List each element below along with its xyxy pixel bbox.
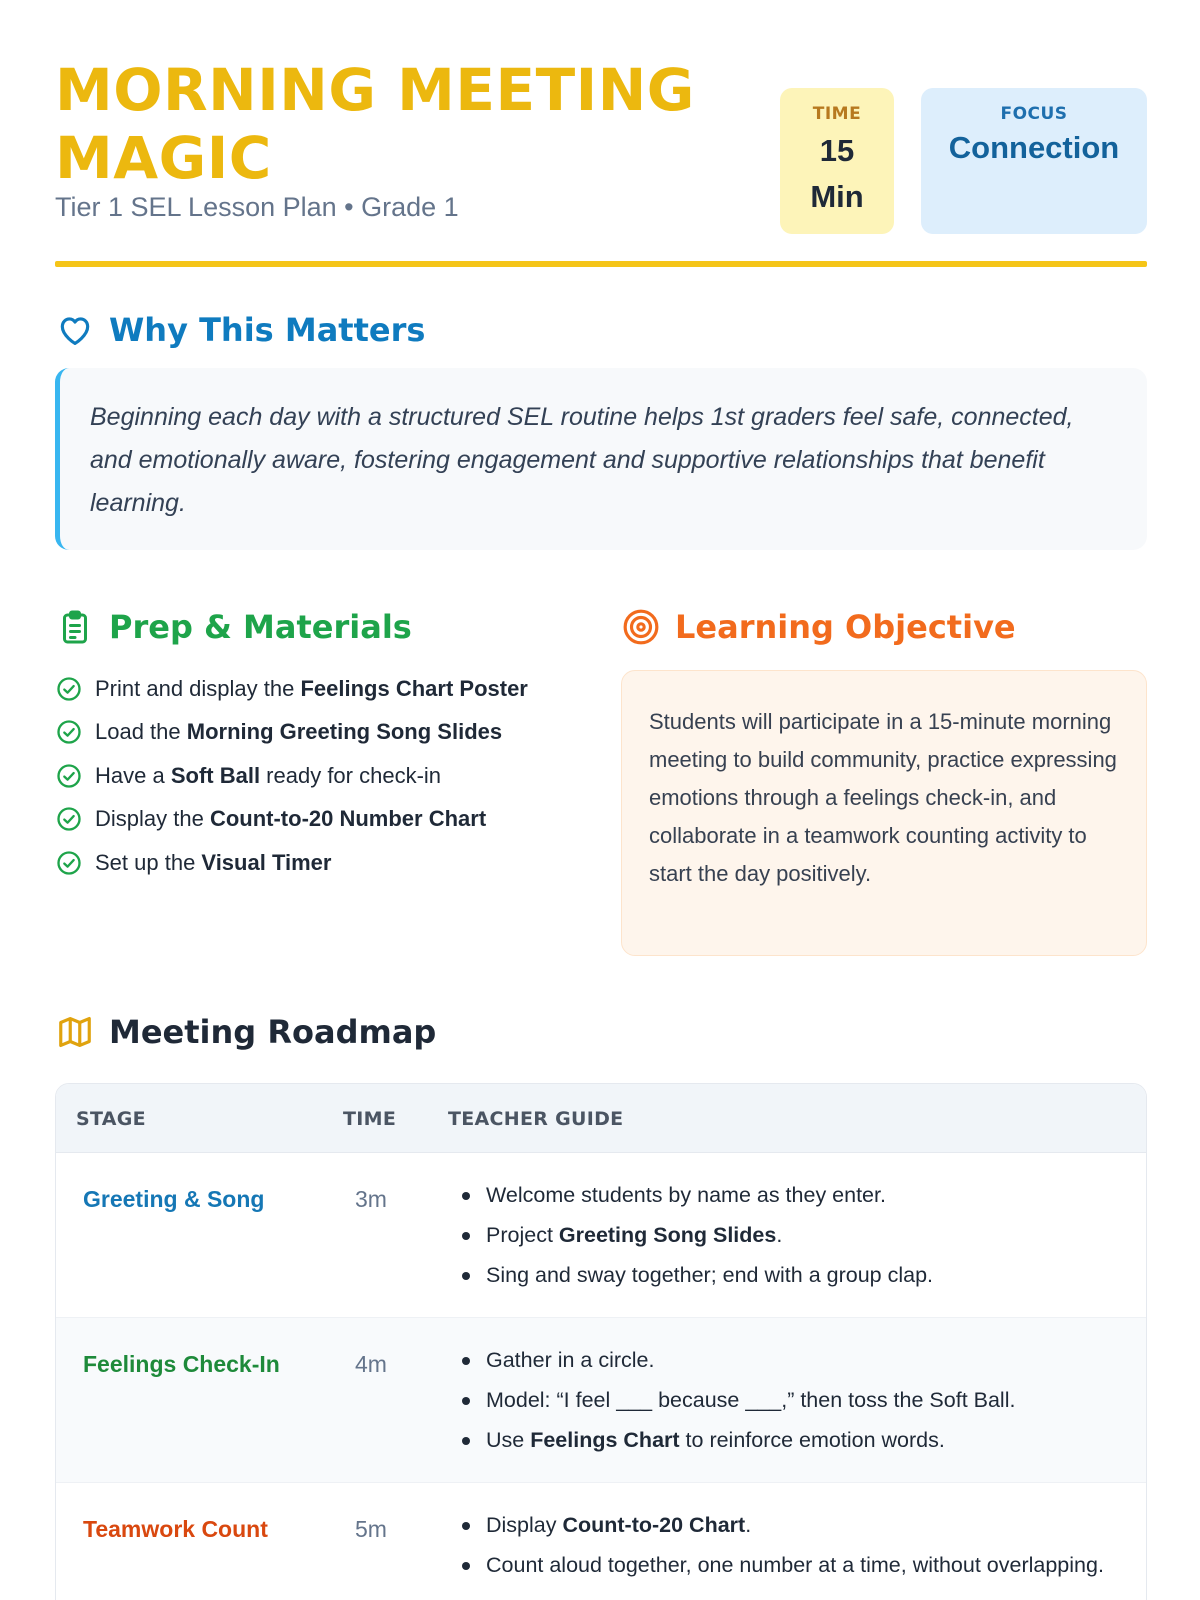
guide-cell	[458, 1175, 1118, 1295]
prep-item	[55, 667, 528, 711]
objective-text: Students will participate in a 15-minute morning meeting to build community, practice expressing emotions through a feelings check-in, and collaborate in a teamwork counting activity to start the day positively.	[649, 709, 1117, 886]
prep-section-heading	[55, 607, 412, 647]
prep-item	[55, 711, 528, 755]
check-circle-icon	[55, 675, 83, 703]
time-badge-value-number: 15	[819, 133, 855, 168]
prep-item-text: Have a Soft Ball ready for check-in	[95, 762, 442, 788]
objective-callout	[621, 670, 1147, 956]
table-row	[56, 1153, 1146, 1318]
guide-cell	[458, 1505, 1118, 1585]
time-badge	[780, 88, 894, 234]
page-subtitle: Tier 1 SEL Lesson Plan • Grade 1	[55, 192, 459, 222]
time-badge-value-unit: Min	[810, 179, 864, 214]
why-text: Beginning each day with a structured SEL routine helps 1st graders feel safe, connected, and emotionally aware, fostering engagement and supportive relationships that benefit learning.	[90, 403, 1074, 517]
table-row	[56, 1318, 1146, 1483]
target-icon	[621, 607, 661, 647]
prep-item-text: Load the Morning Greeting Song Slides	[95, 719, 503, 745]
check-circle-icon	[55, 762, 83, 790]
guide-item: Display Count-to-20 Chart.	[458, 1505, 1118, 1545]
objective-section-heading	[621, 607, 1016, 647]
clipboard-icon	[55, 607, 95, 647]
guide-item: Count aloud together, one number at a time, without overlapping.	[458, 1545, 1118, 1585]
stage-cell: Teamwork Count	[83, 1516, 268, 1542]
table-header	[56, 1084, 1146, 1153]
roadmap-heading-text: Meeting Roadmap	[109, 1013, 437, 1051]
time-cell: 5m	[355, 1516, 387, 1542]
why-section-heading	[55, 310, 425, 350]
guide-item: Gather in a circle.	[458, 1340, 1118, 1380]
time-badge-label: TIME	[812, 104, 862, 124]
table-row	[56, 1483, 1146, 1600]
guide-cell	[458, 1340, 1118, 1460]
guide-item: Project Greeting Song Slides.	[458, 1215, 1118, 1255]
guide-item: Model: “I feel ___ because ___,” then toss the Soft Ball.	[458, 1380, 1118, 1420]
lesson-plan-page	[55, 0, 1147, 1600]
prep-item	[55, 798, 528, 842]
page-title: MORNING MEETING MAGIC	[55, 56, 695, 192]
prep-list	[55, 667, 528, 885]
column-header-stage: STAGE	[76, 1108, 146, 1130]
time-cell: 3m	[355, 1186, 387, 1212]
prep-item-text: Print and display the Feelings Chart Poster	[95, 675, 528, 701]
column-header-time: TIME	[343, 1108, 397, 1130]
heart-icon	[55, 310, 95, 350]
focus-badge-value: Connection	[948, 130, 1120, 165]
stage-cell: Greeting & Song	[83, 1186, 265, 1212]
header-divider	[55, 261, 1147, 267]
stage-cell: Feelings Check-In	[83, 1351, 280, 1377]
roadmap-section-heading	[55, 1012, 436, 1052]
map-icon	[55, 1012, 95, 1052]
prep-item-text: Display the Count-to-20 Number Chart	[95, 806, 487, 832]
prep-heading-text: Prep & Materials	[109, 608, 412, 646]
guide-item: Welcome students by name as they enter.	[458, 1175, 1118, 1215]
why-callout	[55, 368, 1147, 550]
prep-item	[55, 754, 528, 798]
check-circle-icon	[55, 805, 83, 833]
prep-item-text: Set up the Visual Timer	[95, 849, 332, 875]
header	[55, 52, 1147, 267]
guide-item: Use Feelings Chart to reinforce emotion words.	[458, 1420, 1118, 1460]
why-heading-text: Why This Matters	[109, 311, 426, 349]
objective-heading-text: Learning Objective	[675, 608, 1016, 646]
prep-item	[55, 841, 528, 885]
column-header-teacher-guide: TEACHER GUIDE	[448, 1108, 624, 1130]
check-circle-icon	[55, 849, 83, 877]
time-cell: 4m	[355, 1351, 387, 1377]
roadmap-table	[55, 1083, 1147, 1600]
check-circle-icon	[55, 718, 83, 746]
focus-badge	[921, 88, 1147, 234]
guide-item: Sing and sway together; end with a group clap.	[458, 1255, 1118, 1295]
focus-badge-label: FOCUS	[1000, 104, 1068, 124]
